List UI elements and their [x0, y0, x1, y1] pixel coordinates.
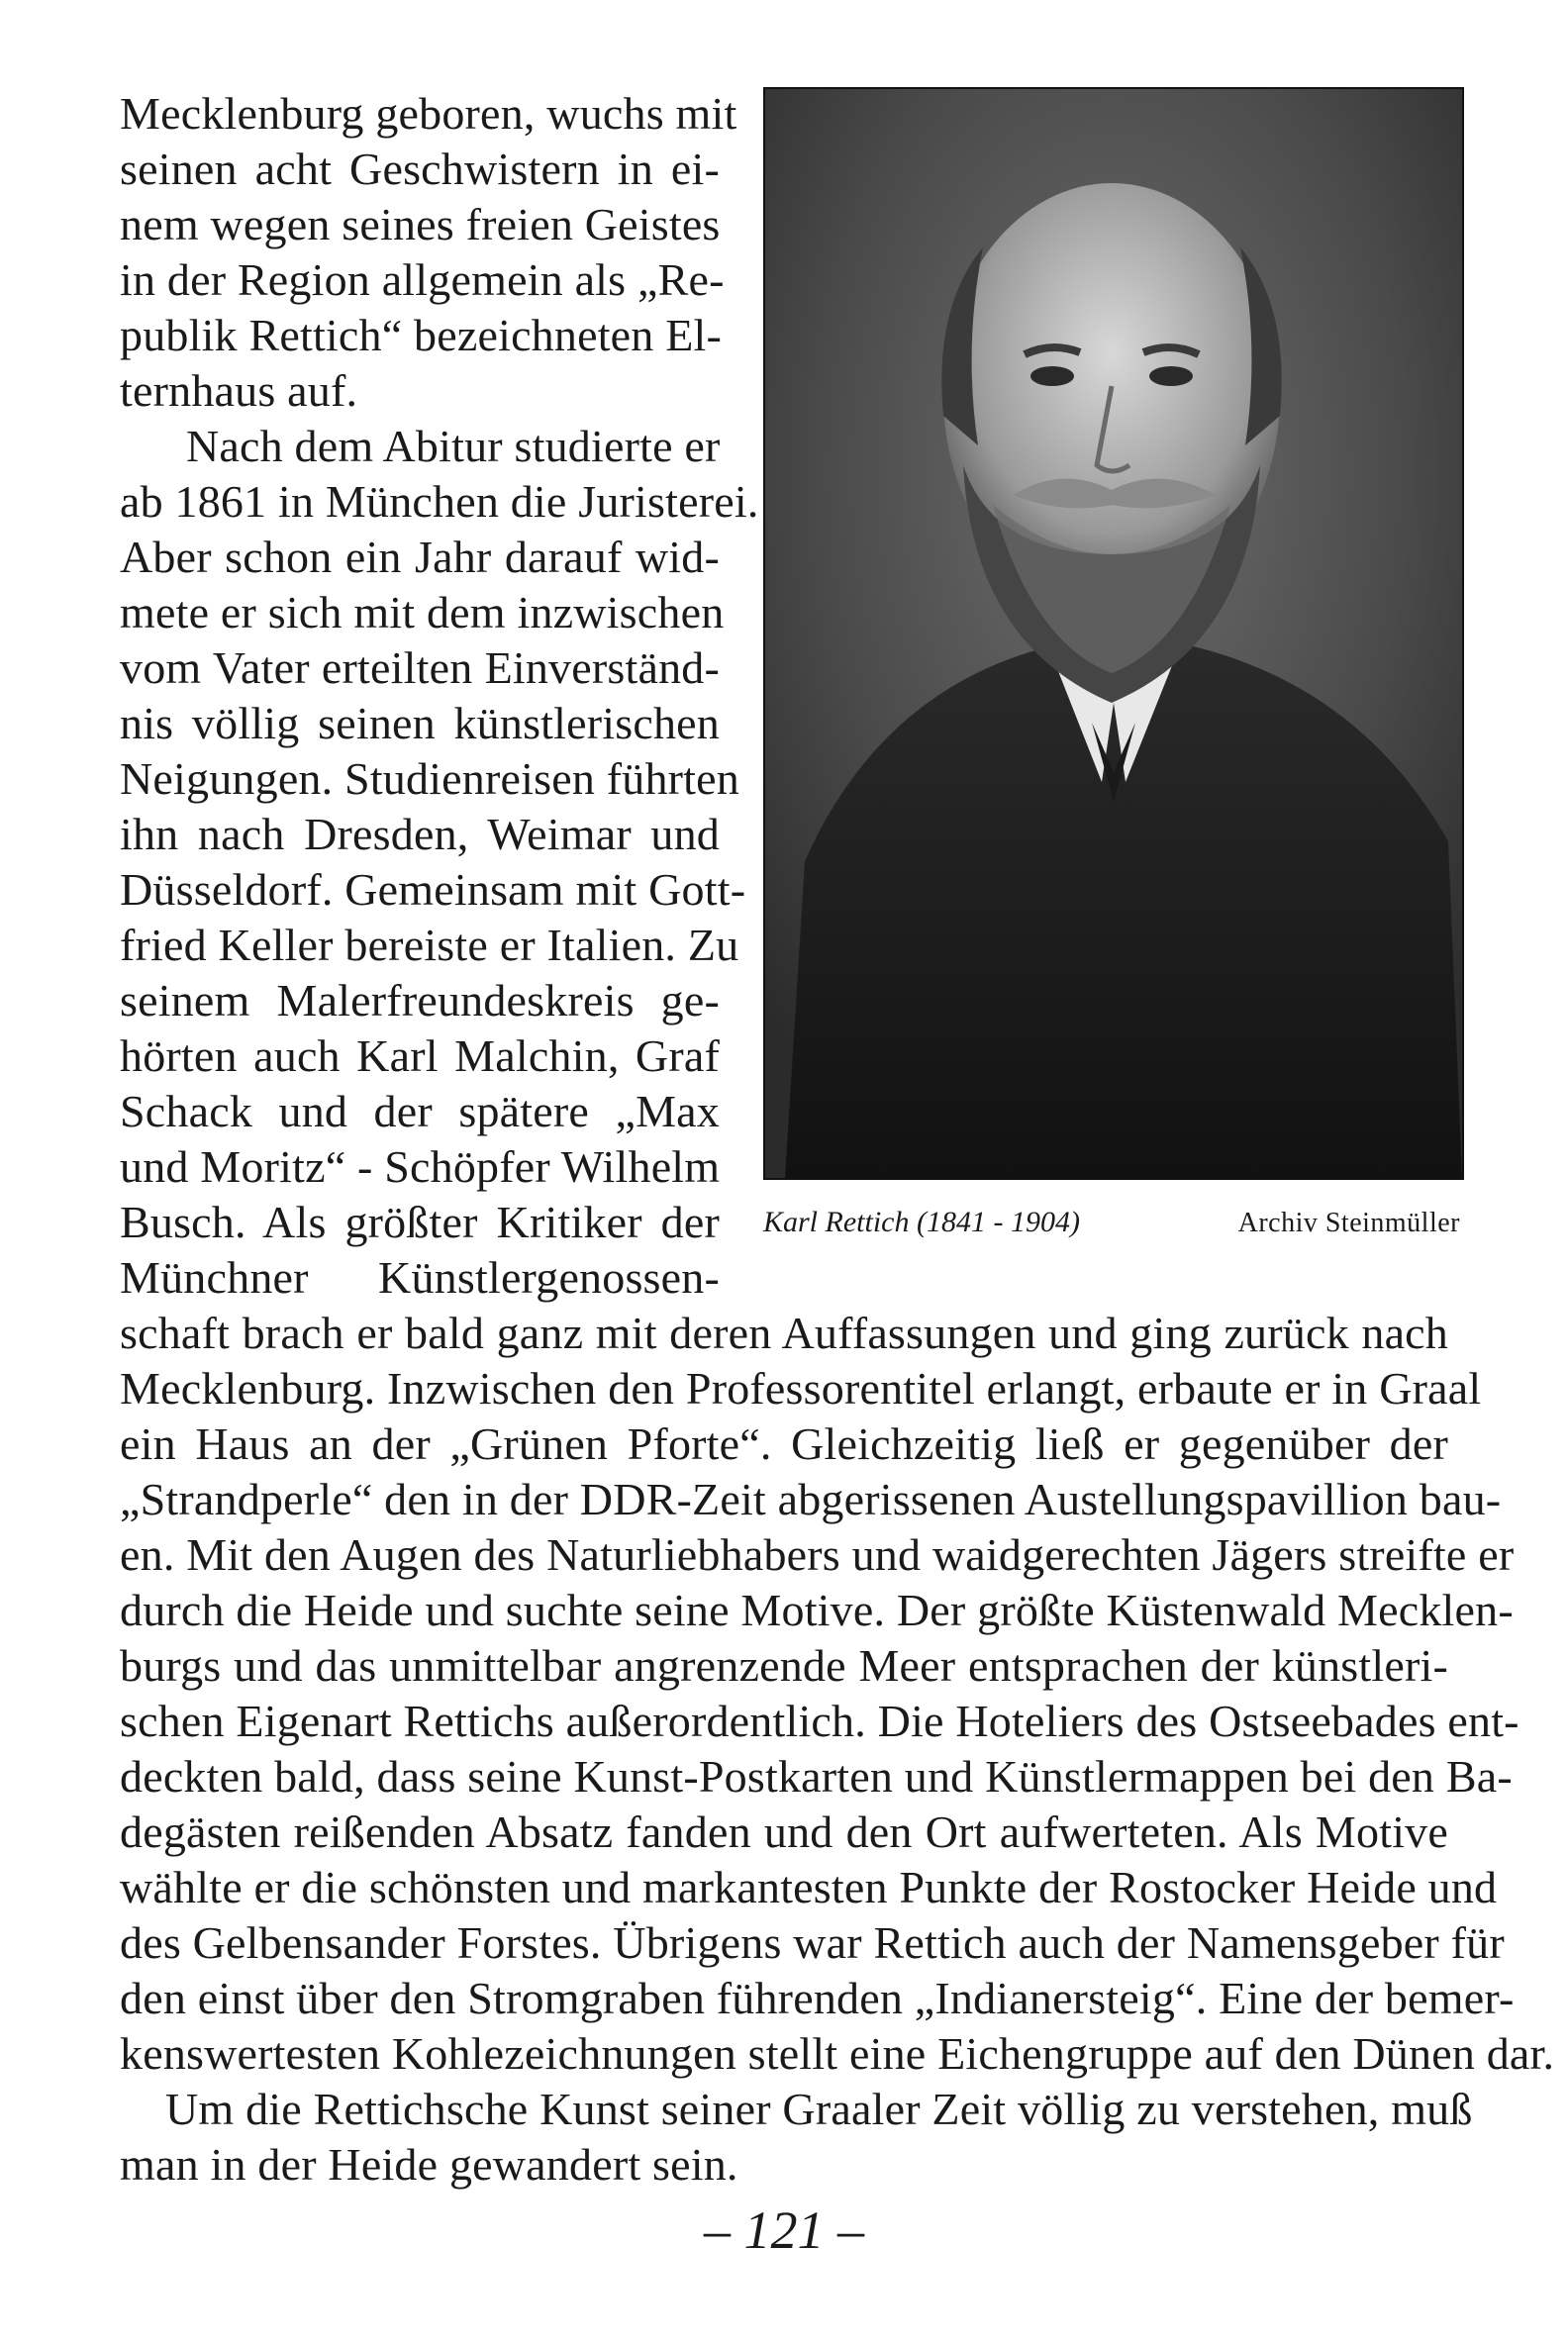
photo-credit: Archiv Steinmüller: [1237, 1208, 1460, 1238]
text-line: seinen acht Geschwistern in ei-: [120, 144, 720, 194]
text-line: kenswertesten Kohlezeichnungen stellt eine Eichengruppe auf den Dünen dar.: [120, 2028, 1555, 2079]
text-line: man in der Heide gewandert sein.: [120, 2139, 738, 2190]
text-line: in der Region allgemein als „Re-: [120, 254, 725, 305]
text-line: en. Mit den Augen des Naturliebhabers und waidgerechten Jägers streifte er: [120, 1529, 1515, 1580]
text-line: Mecklenburg. Inzwischen den Professorentitel erlangt, erbaute er in Graal: [120, 1363, 1482, 1414]
text-line: Schack und der spätere „Max: [120, 1086, 720, 1136]
text-line: degästen reißenden Absatz fanden und den Ort aufwerteten. Als Motive: [120, 1806, 1448, 1857]
text-line: fried Keller bereiste er Italien. Zu: [120, 920, 739, 970]
text-line: Münchner Künstlergenossen-: [120, 1252, 720, 1303]
text-line: und Moritz“ - Schöpfer Wilhelm: [120, 1141, 721, 1192]
page-number: – 121 –: [704, 2200, 864, 2260]
text-line: schaft brach er bald ganz mit deren Auffassungen und ging zurück nach: [120, 1308, 1448, 1358]
text-line: ab 1861 in München die Juristerei.: [120, 476, 759, 527]
text-line: wählte er die schönsten und markantesten Punkte der Rostocker Heide und: [120, 1862, 1498, 1912]
text-line: hörten auch Karl Malchin, Graf: [120, 1030, 720, 1081]
text-line: mete er sich mit dem inzwischen: [120, 587, 725, 637]
text-line: „Strandperle“ den in der DDR-Zeit abgerissenen Austellungspavillion bau-: [120, 1474, 1502, 1524]
text-line: durch die Heide und suchte seine Motive. Der größte Küstenwald Mecklen-: [120, 1585, 1514, 1635]
text-line: Aber schon ein Jahr darauf wid-: [120, 532, 720, 582]
text-line: schen Eigenart Rettichs außerordentlich. Die Hoteliers des Ostseebades ent-: [120, 1696, 1519, 1746]
portrait-photo: [763, 87, 1464, 1180]
text-line: Nach dem Abitur studierte er: [186, 421, 721, 471]
text-line: Mecklenburg geboren, wuchs mit: [120, 88, 737, 139]
text-line: seinem Malerfreundeskreis ge-: [120, 975, 720, 1025]
text-line: publik Rettich“ bezeichneten El-: [120, 310, 722, 360]
text-line: Busch. Als größter Kritiker der: [120, 1197, 720, 1247]
text-line: vom Vater erteilten Einverständ-: [120, 642, 720, 693]
photo-caption: Karl Rettich (1841 - 1904): [763, 1206, 1080, 1238]
text-line: ihn nach Dresden, Weimar und: [120, 809, 720, 859]
text-line: Um die Rettichsche Kunst seiner Graaler Zeit völlig zu verstehen, muß: [165, 2084, 1473, 2134]
text-line: Düsseldorf. Gemeinsam mit Gott-: [120, 864, 746, 915]
text-line: ternhaus auf.: [120, 365, 358, 416]
text-line: den einst über den Stromgraben führenden „Indianersteig“. Eine der bemer-: [120, 1973, 1515, 2023]
portrait-image: [765, 89, 1462, 1178]
text-line: ein Haus an der „Grünen Pforte“. Gleichzeitig ließ er gegenüber der: [120, 1418, 1448, 1469]
text-line: des Gelbensander Forstes. Übrigens war Rettich auch der Namensgeber für: [120, 1917, 1505, 1968]
text-line: nis völlig seinen künstlerischen: [120, 698, 720, 748]
text-line: nem wegen seines freien Geistes: [120, 199, 721, 249]
text-line: deckten bald, dass seine Kunst-Postkarten und Künstlermappen bei den Ba-: [120, 1751, 1513, 1802]
text-line: Neigungen. Studienreisen führten: [120, 753, 739, 804]
text-line: burgs und das unmittelbar angrenzende Meer entsprachen der künstleri-: [120, 1640, 1448, 1691]
